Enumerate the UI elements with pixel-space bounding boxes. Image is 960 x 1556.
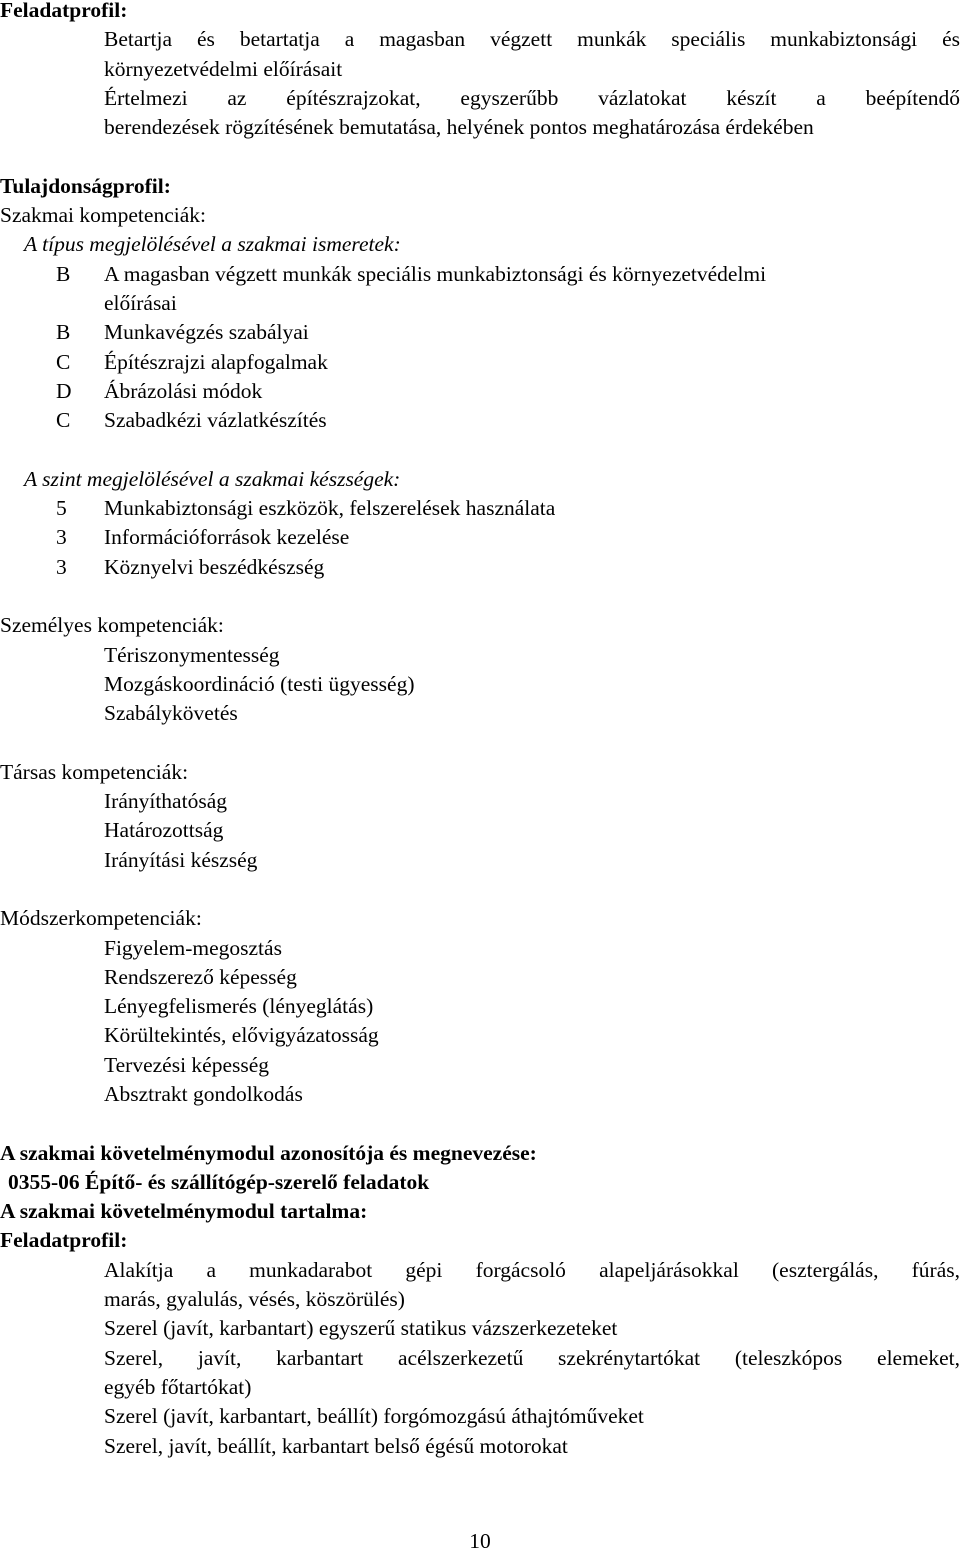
task-line: Alakítja a munkadarabot gépi forgácsoló alapeljárásokkal (esztergálás, fúrás, bbox=[104, 1257, 960, 1282]
ismeret-text: Ábrázolási módok bbox=[104, 378, 263, 403]
task-line: Szerel (javít, karbantart, beállít) forgómozgású áthajtóműveket bbox=[104, 1404, 644, 1429]
feladatprofil-heading: Feladatprofil: bbox=[0, 0, 128, 22]
keszseg-level: 3 bbox=[56, 554, 67, 579]
keszseg-level: 3 bbox=[56, 525, 67, 550]
ismeret-code: C bbox=[56, 349, 71, 374]
tarsas-kompetenciak-heading: Társas kompetenciák: bbox=[0, 759, 189, 784]
keszseg-item bbox=[0, 553, 960, 582]
keszseg-text: Információforrások kezelése bbox=[104, 525, 350, 550]
task-item bbox=[0, 84, 960, 143]
list-item: Absztrakt gondolkodás bbox=[104, 1081, 303, 1106]
ismeret-text: Munkavégzés szabályai bbox=[104, 320, 309, 345]
module-feladatprofil-heading: Feladatprofil: bbox=[0, 1228, 128, 1253]
ismeret-item bbox=[0, 406, 960, 435]
ismeret-code: B bbox=[56, 261, 71, 286]
list-item: Figyelem-megosztás bbox=[104, 935, 282, 960]
task-item bbox=[0, 1256, 960, 1315]
list-item: Rendszerező képesség bbox=[104, 964, 297, 989]
ismeretek-heading: A típus megjelölésével a szakmai ismeretek: bbox=[24, 232, 401, 257]
task-item bbox=[0, 1344, 960, 1403]
keszsegek-heading: A szint megjelölésével a szakmai készségek: bbox=[24, 466, 401, 491]
ismeret-text: A magasban végzett munkák speciális munkabiztonsági és környezetvédelmi bbox=[104, 261, 767, 286]
keszseg-level: 5 bbox=[56, 496, 67, 521]
module-id-name: 0355-06 Építő- és szállítógép-szerelő feladatok bbox=[8, 1169, 430, 1194]
module-content-heading: A szakmai követelménymodul tartalma: bbox=[0, 1199, 368, 1224]
list-item: Határozottság bbox=[104, 818, 224, 843]
task-line: Szerel, javít, beállít, karbantart belső égésű motorokat bbox=[104, 1433, 568, 1458]
task-item bbox=[0, 1432, 960, 1461]
task-line: Szerel (javít, karbantart) egyszerű statikus vázszerkezeteket bbox=[104, 1316, 618, 1341]
ismeret-code: D bbox=[56, 378, 72, 403]
ismeret-item bbox=[0, 348, 960, 377]
task-line: egyéb főtartókat) bbox=[104, 1374, 252, 1399]
keszseg-text: Munkabiztonsági eszközök, felszerelések használata bbox=[104, 496, 556, 521]
list-item: Körültekintés, elővigyázatosság bbox=[104, 1023, 379, 1048]
list-item: Tériszonymentesség bbox=[104, 642, 280, 667]
ismeret-item bbox=[0, 318, 960, 347]
module-id-heading: A szakmai követelménymodul azonosítója és megnevezése: bbox=[0, 1140, 537, 1165]
task-line: marás, gyalulás, vésés, köszörülés) bbox=[104, 1287, 405, 1312]
ismeret-code: B bbox=[56, 320, 71, 345]
list-item: Mozgáskoordináció (testi ügyesség) bbox=[104, 671, 415, 696]
modszerkompetenciak-heading: Módszerkompetenciák: bbox=[0, 906, 202, 931]
keszseg-item bbox=[0, 494, 960, 523]
task-line: berendezések rögzítésének bemutatása, helyének pontos meghatározása érdekében bbox=[104, 115, 814, 140]
task-item bbox=[0, 1402, 960, 1431]
list-item: Irányíthatóság bbox=[104, 789, 227, 814]
tulajdonsagprofil-heading: Tulajdonságprofil: bbox=[0, 173, 171, 198]
list-item: Lényegfelismerés (lényeglátás) bbox=[104, 994, 374, 1019]
task-item bbox=[0, 25, 960, 84]
ismeret-text: Építészrajzi alapfogalmak bbox=[104, 349, 328, 374]
ismeret-text: Szabadkézi vázlatkészítés bbox=[104, 408, 327, 433]
szemelyes-kompetenciak-heading: Személyes kompetenciák: bbox=[0, 613, 224, 638]
list-item: Szabálykövetés bbox=[104, 701, 238, 726]
task-line: Értelmezi az építészrajzokat, egyszerűbb vázlatokat készít a beépítendő bbox=[104, 85, 960, 110]
keszseg-item bbox=[0, 523, 960, 552]
page-number: 10 bbox=[469, 1529, 491, 1553]
szakmai-kompetenciak-heading: Szakmai kompetenciák: bbox=[0, 203, 206, 228]
ismeret-text: előírásai bbox=[104, 290, 177, 315]
list-item: Tervezési képesség bbox=[104, 1052, 270, 1077]
task-line: Betartja és betartatja a magasban végzett munkák speciális munkabiztonsági és bbox=[104, 27, 960, 52]
keszseg-text: Köznyelvi beszédkészség bbox=[104, 554, 325, 579]
list-item: Irányítási készség bbox=[104, 847, 258, 872]
ismeret-code: C bbox=[56, 408, 71, 433]
task-line: Szerel, javít, karbantart acélszerkezetű szekrénytartókat (teleszkópos elemeket, bbox=[104, 1345, 960, 1370]
ismeret-item bbox=[0, 377, 960, 406]
ismeret-continuation bbox=[0, 289, 960, 318]
task-item bbox=[0, 1314, 960, 1343]
task-line: környezetvédelmi előírásait bbox=[104, 56, 343, 81]
ismeret-item bbox=[0, 260, 960, 289]
